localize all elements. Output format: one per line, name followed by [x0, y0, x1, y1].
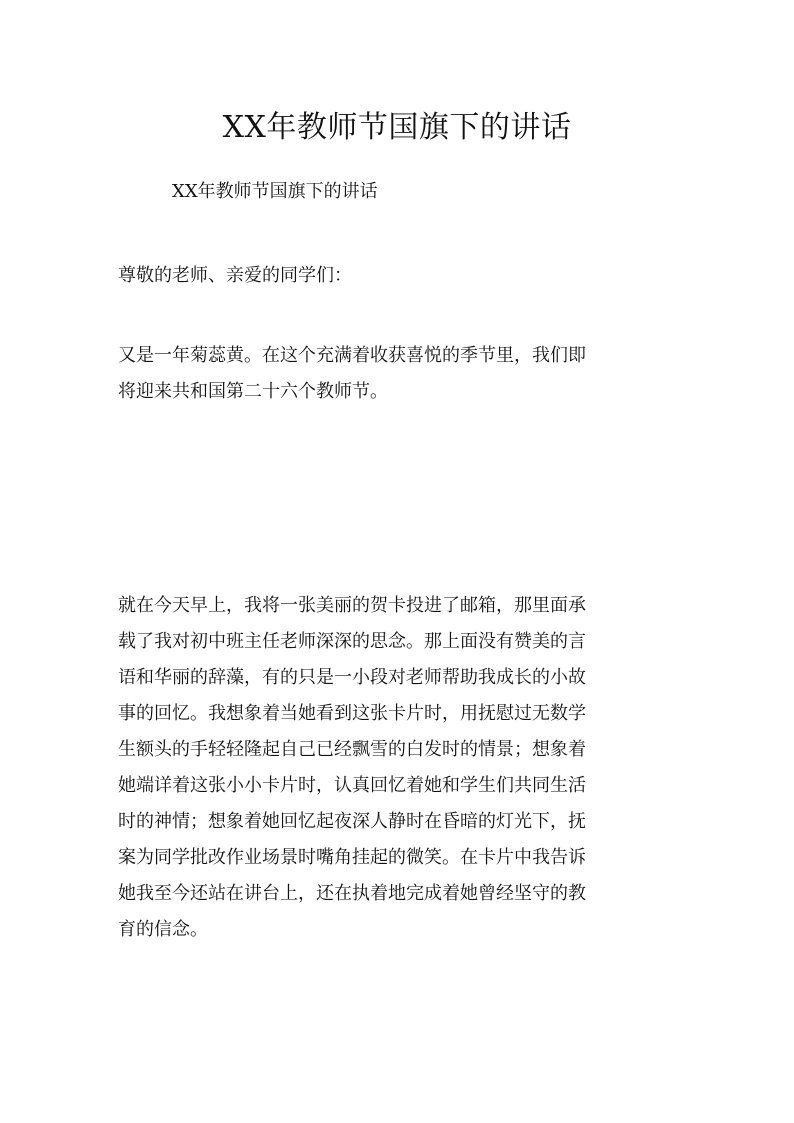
paragraph-line: 生额头的手轻轻隆起自己已经飘雪的白发时的情景；想象着 — [118, 739, 586, 760]
paragraph-line: 时的神情；想象着她回忆起夜深人静时在昏暗的灯光下，抚 — [118, 811, 586, 832]
paragraph-line: 她端详着这张小小卡片时，认真回忆着她和学生们共同生活 — [118, 775, 586, 796]
paragraph-2 — [118, 588, 678, 948]
paragraph-line: 就在今天早上，我将一张美丽的贺卡投进了邮箱，那里面承 — [118, 595, 586, 616]
paragraph-line: 育的信念。 — [118, 919, 208, 940]
document-subtitle: XX年教师节国旗下的讲话 — [172, 181, 378, 202]
paragraph-line: 她我至今还站在讲台上，还在执着地完成着她曾经坚守的教 — [118, 883, 586, 904]
paragraph-line: 将迎来共和国第二十六个教师节。 — [118, 381, 388, 402]
paragraph-line: 语和华丽的辞藻，有的只是一小段对老师帮助我成长的小故 — [118, 667, 586, 688]
paragraph-line: 又是一年菊蕊黄。在这个充满着收获喜悦的季节里，我们即 — [118, 345, 586, 366]
paragraph-line: 案为同学批改作业场景时嘴角挂起的微笑。在卡片中我告诉 — [118, 847, 586, 868]
paragraph-line: 载了我对初中班主任老师深深的思念。那上面没有赞美的言 — [118, 631, 586, 652]
paragraph-1 — [118, 338, 678, 410]
greeting-line: 尊敬的老师、亲爱的同学们： — [118, 265, 352, 286]
paragraph-line: 事的回忆。我想象着当她看到这张卡片时，用抚慰过无数学 — [118, 703, 586, 724]
document-title: XX年教师节国旗下的讲话 — [222, 110, 572, 145]
